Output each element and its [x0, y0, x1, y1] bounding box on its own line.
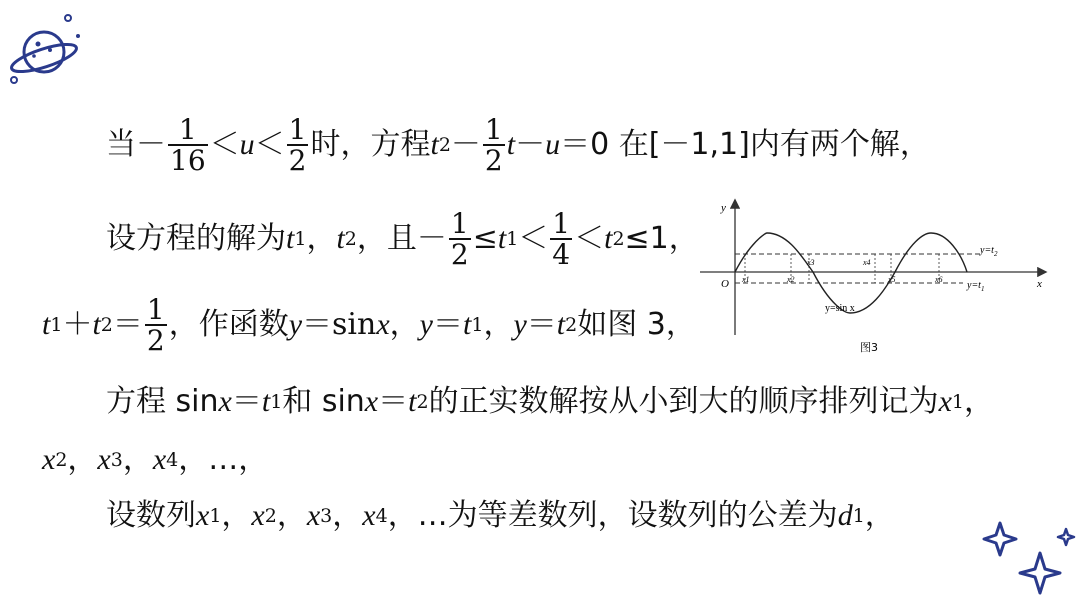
- text: －: [450, 127, 481, 162]
- text: ，: [389, 307, 420, 342]
- subscript: 1: [50, 313, 63, 336]
- fraction: $\frac{1}{2}$: [288, 112, 307, 177]
- label-x6: x6: [935, 275, 943, 284]
- subscript: 1: [209, 504, 222, 527]
- text: ＜: [209, 127, 240, 162]
- var: x: [251, 499, 265, 532]
- subscript: 2: [100, 313, 113, 336]
- subscript: 2: [55, 448, 68, 471]
- text: ＝: [112, 307, 143, 342]
- var: t: [556, 308, 566, 341]
- fraction: $\frac{1}{2}$: [484, 112, 503, 177]
- text: ，: [483, 307, 514, 342]
- text: ，: [306, 221, 337, 256]
- y-axis-label: y: [721, 202, 726, 214]
- text: ＜: [254, 127, 285, 162]
- subscript: 2: [416, 390, 429, 413]
- text: ＜: [574, 221, 605, 256]
- label-x3: x3: [807, 258, 815, 267]
- var: y: [288, 308, 303, 341]
- var: t: [497, 222, 507, 255]
- text: ，…为等差数列，设数列的公差为: [387, 498, 838, 533]
- text: 方程 sin: [106, 384, 219, 419]
- sine-graph-figure: [695, 195, 1055, 360]
- text: ，: [67, 442, 98, 477]
- text: ＋: [62, 307, 93, 342]
- text: ＝0 在[－1,1]内有两个解，: [560, 127, 930, 162]
- var: x: [938, 385, 952, 418]
- subscript: 4: [166, 448, 179, 471]
- text: －: [515, 127, 546, 162]
- text: ，: [122, 442, 153, 477]
- var: t: [604, 222, 613, 255]
- text: ，: [221, 498, 252, 533]
- text: ＝sin: [302, 307, 377, 342]
- subscript: 4: [375, 504, 388, 527]
- var: t: [336, 222, 345, 255]
- subscript: 1: [852, 504, 865, 527]
- text: ，: [864, 498, 895, 533]
- var: t: [463, 308, 472, 341]
- var: t: [408, 385, 417, 418]
- fraction: $\frac{1}{4}$: [552, 206, 571, 271]
- var: t: [286, 222, 295, 255]
- subscript: 2: [264, 504, 277, 527]
- text: ＝: [378, 384, 409, 419]
- text: ＝: [231, 384, 262, 419]
- subscript: 3: [110, 448, 123, 471]
- text: 当－: [106, 127, 166, 162]
- var: x: [306, 499, 321, 532]
- text: ，: [332, 498, 363, 533]
- var: x: [42, 443, 56, 476]
- var: t: [261, 385, 271, 418]
- var: x: [97, 443, 111, 476]
- label-x4: x4: [863, 258, 871, 267]
- var: t: [506, 128, 516, 161]
- text-line-1: [106, 112, 930, 178]
- var: x: [376, 308, 390, 341]
- figure-caption: 图3: [860, 341, 878, 354]
- x-axis-label: x: [1037, 278, 1042, 290]
- fraction: $\frac{1}{2}$: [146, 292, 165, 357]
- var: t: [430, 128, 439, 161]
- text-line-5: [42, 440, 268, 480]
- var: y: [513, 308, 527, 341]
- text: ，且－: [356, 221, 447, 256]
- var: x: [152, 443, 167, 476]
- text-line-2: [106, 206, 699, 272]
- var: x: [196, 499, 210, 532]
- label-x2: x2: [787, 275, 795, 284]
- label-sin: y=sin x: [825, 303, 855, 314]
- origin-label: O: [721, 278, 729, 290]
- var: x: [218, 385, 232, 418]
- text: 如图 3，: [577, 307, 696, 342]
- text: 的正实数解按从小到大的顺序排列记为: [428, 384, 939, 419]
- var: x: [362, 499, 376, 532]
- text: ≤: [472, 221, 498, 256]
- text: ＝: [526, 307, 557, 342]
- subscript: 1: [951, 390, 964, 413]
- text: 时，方程: [310, 127, 431, 162]
- text: ＜: [518, 221, 549, 256]
- exponent: 2: [438, 133, 451, 156]
- planet-icon: [4, 10, 88, 90]
- label-y-t2: $y=t_2$: [980, 245, 998, 258]
- label-y-t1: $y=t_1$: [967, 280, 985, 293]
- var: u: [239, 128, 255, 161]
- text-line-3: [42, 292, 696, 358]
- text: ，: [276, 498, 307, 533]
- fraction: $\frac{1}{2}$: [450, 206, 469, 271]
- sine-curve: [735, 233, 967, 313]
- var: y: [419, 308, 433, 341]
- text: ，: [963, 384, 994, 419]
- text: 和 sin: [282, 384, 365, 419]
- text: ＝: [433, 307, 463, 342]
- var: d: [837, 499, 853, 532]
- text: ，作函数: [168, 307, 289, 342]
- label-x5: x5: [888, 275, 896, 284]
- text-line-6: [106, 496, 895, 536]
- text: ，…，: [178, 442, 269, 477]
- fraction: $\frac{1}{16}$: [170, 112, 206, 177]
- var: u: [545, 128, 561, 161]
- subscript: 1: [506, 227, 519, 250]
- var: x: [364, 385, 379, 418]
- text: ≤1，: [624, 221, 699, 256]
- text: 设方程的解为: [106, 221, 286, 256]
- subscript: 1: [270, 390, 283, 413]
- subscript: 1: [294, 227, 307, 250]
- label-x1: x1: [742, 275, 750, 284]
- subscript: 1: [471, 313, 484, 336]
- stars-icon: [980, 515, 1078, 605]
- subscript: 2: [565, 313, 578, 336]
- text: 设数列: [106, 498, 196, 533]
- subscript: 3: [320, 504, 333, 527]
- subscript: 2: [612, 227, 625, 250]
- text-line-4: [106, 382, 994, 422]
- subscript: 2: [344, 227, 357, 250]
- var: t: [92, 308, 101, 341]
- var: t: [42, 308, 51, 341]
